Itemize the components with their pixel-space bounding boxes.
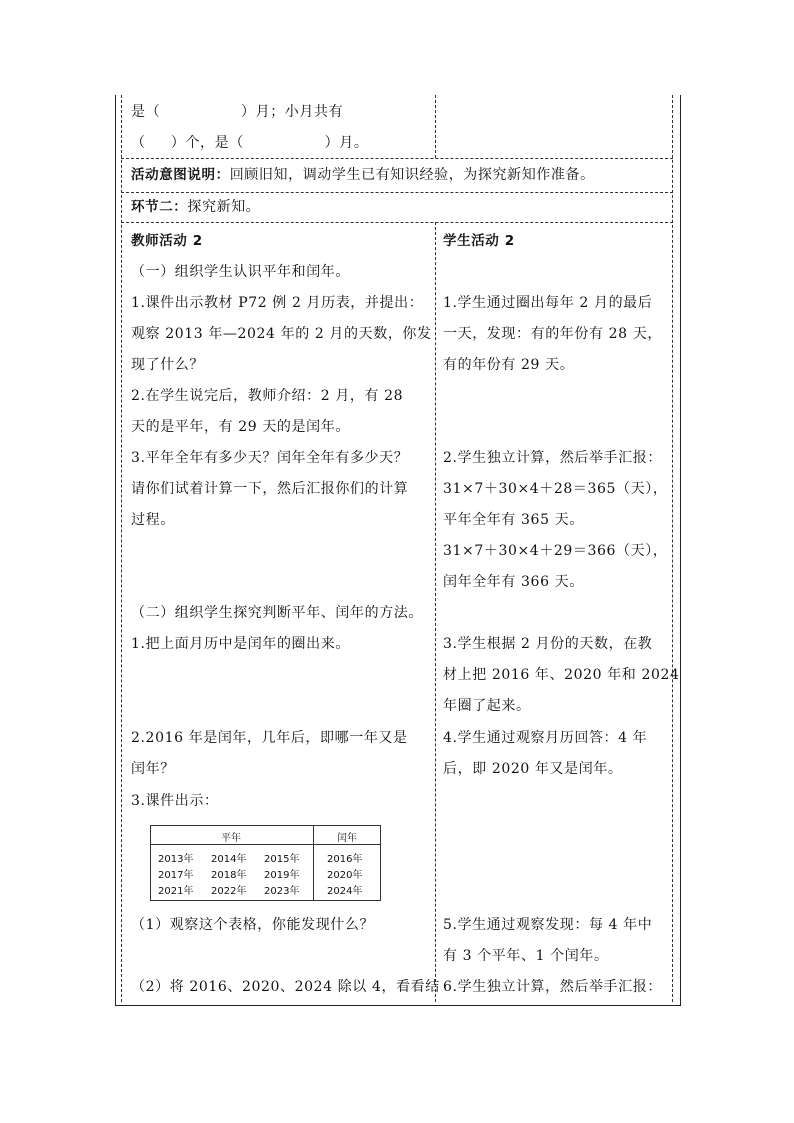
student-line: 1.学生通过圈出每年 2 月的最后 bbox=[443, 295, 653, 311]
year-table bbox=[150, 825, 381, 901]
section-text: 探究新知。 bbox=[187, 199, 261, 215]
student-line: 4.学生通过观察月历回答：4 年 bbox=[443, 730, 648, 746]
student-line: 有 3 个平年、1 个闰年。 bbox=[443, 948, 609, 964]
leap-year-cell: 2020年 bbox=[327, 870, 363, 881]
student-line: 3.学生根据 2 月份的天数，在教 bbox=[443, 636, 653, 652]
top-row-2: （ ）个，是（ ）月。 bbox=[131, 135, 369, 151]
column-divider bbox=[435, 222, 436, 1002]
activity-note-text: 回顾旧知，调动学生已有知识经验，为探究新知作准备。 bbox=[229, 167, 595, 183]
teacher-line: 过程。 bbox=[131, 512, 175, 528]
student-line: 一天，发现：有的年份有 28 天， bbox=[443, 326, 662, 342]
year-cell: 2021年 bbox=[158, 886, 194, 897]
teacher-line: 天的是平年，有 29 天的是闰年。 bbox=[131, 419, 350, 435]
year-table-divider bbox=[313, 826, 314, 900]
year-table-header-leap: 闰年 bbox=[337, 833, 357, 844]
teacher-line: （一）组织学生认识平年和闰年。 bbox=[131, 264, 350, 280]
student-line: 后，即 2020 年又是闰年。 bbox=[443, 761, 623, 777]
student-line: 2.学生独立计算，然后举手汇报： bbox=[443, 450, 662, 466]
year-cell: 2023年 bbox=[264, 886, 300, 897]
student-activity-header: 学生活动 2 bbox=[443, 233, 515, 249]
teacher-line: 3.平年全年有多少天？闰年全年有多少天？ bbox=[131, 450, 409, 466]
section-label: 环节二： bbox=[131, 199, 188, 215]
teacher-line: （2）将 2016、2020、2024 除以 4，看看结 bbox=[131, 979, 440, 995]
year-cell: 2022年 bbox=[211, 886, 247, 897]
teacher-line: 3.课件出示： bbox=[131, 793, 219, 809]
column-border-right bbox=[672, 95, 673, 1002]
student-line: 31×7＋30×4＋28＝365（天）， bbox=[443, 481, 668, 497]
teacher-line: 闰年？ bbox=[131, 761, 175, 777]
teacher-line: 1.把上面月历中是闰年的圈出来。 bbox=[131, 636, 350, 652]
year-cell: 2013年 bbox=[158, 854, 194, 865]
student-line: 闰年全年有 366 天。 bbox=[443, 574, 584, 590]
leap-year-cell: 2024年 bbox=[327, 886, 363, 897]
teacher-activity-header: 教师活动 2 bbox=[131, 233, 203, 249]
leap-year-cell: 2016年 bbox=[327, 854, 363, 865]
top-row-1: 是（ ）月；小月共有 bbox=[131, 104, 344, 120]
student-line: 31×7＋30×4＋29＝366（天）， bbox=[443, 543, 668, 559]
year-cell: 2018年 bbox=[211, 870, 247, 881]
section-heading bbox=[131, 192, 260, 223]
year-cell: 2017年 bbox=[158, 870, 194, 881]
teacher-line: 2.2016 年是闰年，几年后，即哪一年又是 bbox=[131, 730, 408, 746]
column-divider-top bbox=[435, 95, 436, 158]
activity-note-label: 活动意图说明： bbox=[131, 167, 230, 183]
teacher-line: 2.在学生说完后，教师介绍：2 月，有 28 bbox=[131, 388, 404, 404]
year-cell: 2019年 bbox=[264, 870, 300, 881]
teacher-line: 观察 2013 年—2024 年的 2 月的天数，你发 bbox=[131, 326, 432, 342]
teacher-line: 1.课件出示教材 P72 例 2 月历表，并提出： bbox=[131, 295, 424, 311]
column-border-left bbox=[121, 95, 122, 1002]
teacher-line: （二）组织学生探究判断平年、闰年的方法。 bbox=[131, 605, 423, 621]
student-line: 平年全年有 365 天。 bbox=[443, 512, 584, 528]
year-table-header-common: 平年 bbox=[221, 833, 241, 844]
activity-note bbox=[131, 160, 595, 191]
teacher-line: （1）观察这个表格，你能发现什么？ bbox=[131, 917, 375, 933]
teacher-line: 现了什么？ bbox=[131, 357, 204, 373]
student-line: 5.学生通过观察发现：每 4 年中 bbox=[443, 917, 653, 933]
year-table-header-divider bbox=[151, 844, 380, 845]
student-line: 材上把 2016 年、2020 年和 2024 bbox=[443, 667, 680, 683]
student-line: 6.学生独立计算，然后举手汇报： bbox=[443, 979, 662, 995]
student-line: 年圈了起来。 bbox=[443, 698, 531, 714]
teacher-line: 请你们试着计算一下，然后汇报你们的计算 bbox=[131, 481, 409, 497]
year-cell: 2015年 bbox=[264, 854, 300, 865]
year-cell: 2014年 bbox=[211, 854, 247, 865]
student-line: 有的年份有 29 天。 bbox=[443, 357, 575, 373]
